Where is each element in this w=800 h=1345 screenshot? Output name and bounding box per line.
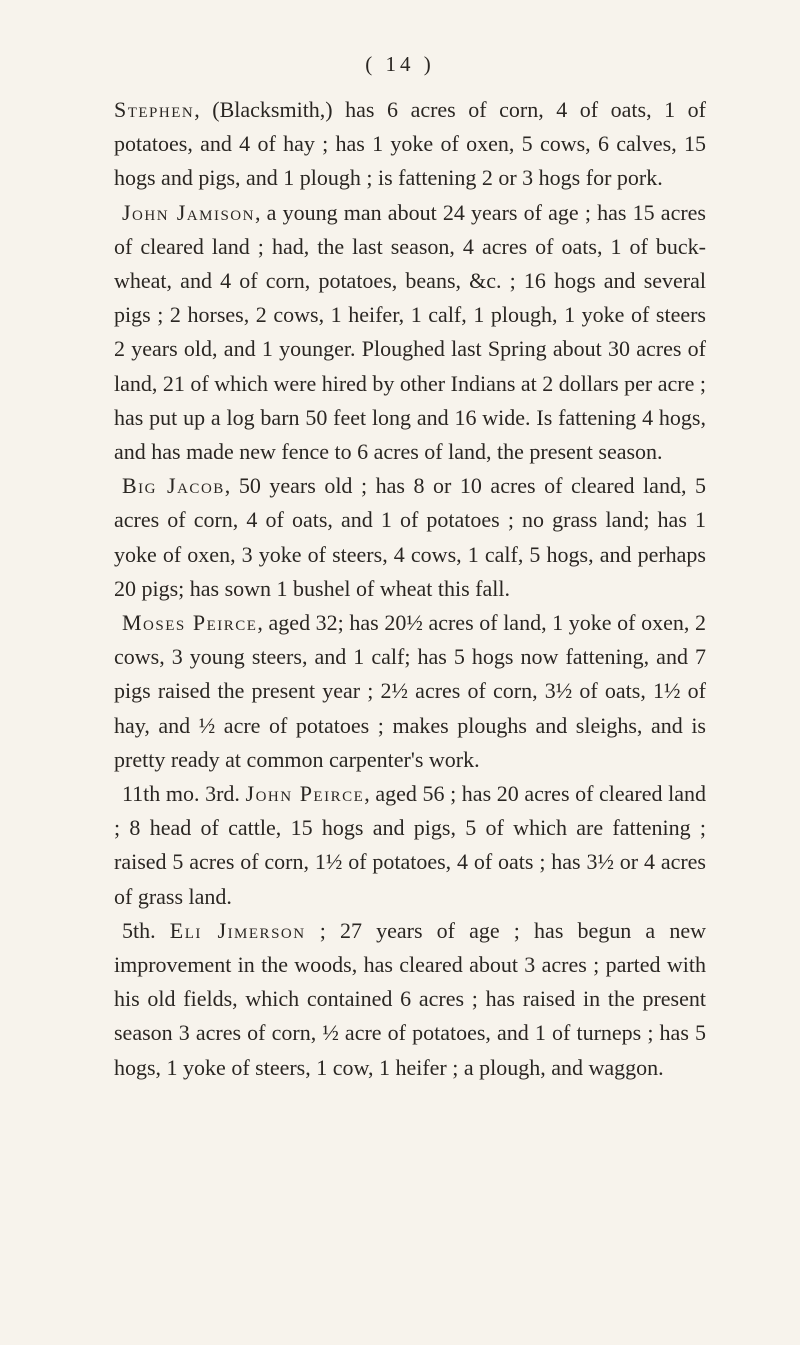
paragraph-text: , 50 years old ; has 8 or 10 acres of cleared land, 5 acres of corn, 4 of oats, and 1 of potatoes ; no grass land; has 1 yoke of oxen, 3 yoke of steers, 4 cows, 1 calf, 5 hogs, and perhaps 20 pigs; has sown 1 bushel of wheat this fall.	[114, 473, 706, 601]
person-name: Big Jacob	[122, 473, 225, 499]
paragraph-text: , (Blacksmith,) has 6 acres of corn, 4 of oats, 1 of potatoes, and 4 of hay ; has 1 yoke of oxen, 5 cows, 6 calves, 15 hogs and pigs, and 1 plough ; is fattening 2 or 3 hogs for pork.	[114, 97, 706, 191]
paragraph-big-jacob	[114, 469, 706, 606]
person-name: Moses Peirce	[122, 610, 258, 636]
person-name: Eli Jimerson	[169, 917, 306, 943]
paragraph-eli-jimerson	[114, 914, 706, 1085]
person-name: John Jamison	[122, 199, 255, 225]
paragraph-moses-peirce	[114, 606, 706, 777]
person-name: John Peirce	[245, 781, 365, 807]
paragraph-text: , aged 56 ; has 20 acres of cleared land ; 8 head of cattle, 15 hogs and pigs, 5 of which are fattening ; raised 5 acres of corn, 1½ of potatoes, 4 of oats ; has 3½ or 4 acres of grass land.	[114, 781, 707, 909]
page-number: ( 14 )	[365, 52, 435, 76]
paragraph-text: ; 27 years of age ; has begun a new improvement in the woods, has cleared about 3 acres ; parted with his old fields, which contained 6 acres ; has raised in the present season 3 acres of corn, ½ acre of potatoes, and 1 of turneps ; has 5 hogs, 1 yoke of steers, 1 cow, 1 heifer ; a plough, and waggon.	[114, 917, 706, 1080]
paragraph-john-jamison	[114, 196, 706, 470]
date-prefix: 5th.	[122, 917, 170, 943]
paragraph-john-peirce	[114, 777, 706, 914]
paragraph-stephen	[114, 93, 706, 196]
date-prefix: 11th mo. 3rd.	[122, 781, 246, 807]
page-text	[114, 93, 706, 1085]
paragraph-text: , aged 32; has 20½ acres of land, 1 yoke of oxen, 2 cows, 3 young steers, and 1 calf; has 5 hogs now fattening, and 7 pigs raised the present year ; 2½ acres of corn, 3½ of oats, 1½ of hay, and ½ acre of potatoes ; makes ploughs and sleighs, and is pretty ready at common carpenter's work.	[114, 610, 706, 772]
person-name: Stephen	[114, 97, 195, 122]
paragraph-text: , a young man about 24 years of age ; has 15 acres of cleared land ; had, the last season, 4 acres of oats, 1 of buck-wheat, and 4 of corn, potatoes, beans, &c. ; 16 hogs and several pigs ; 2 horses, 2 cows, 1 heifer, 1 calf, 1 plough, 1 yoke of steers 2 years old, and 1 younger. Ploughed last Spring about 30 acres of land, 21 of which were hired by other Indians at 2 dollars per acre ; has put up a log barn 50 feet long and 16 wide. Is fattening 4 hogs, and has made new fence to 6 acres of land, the present season.	[114, 199, 706, 465]
